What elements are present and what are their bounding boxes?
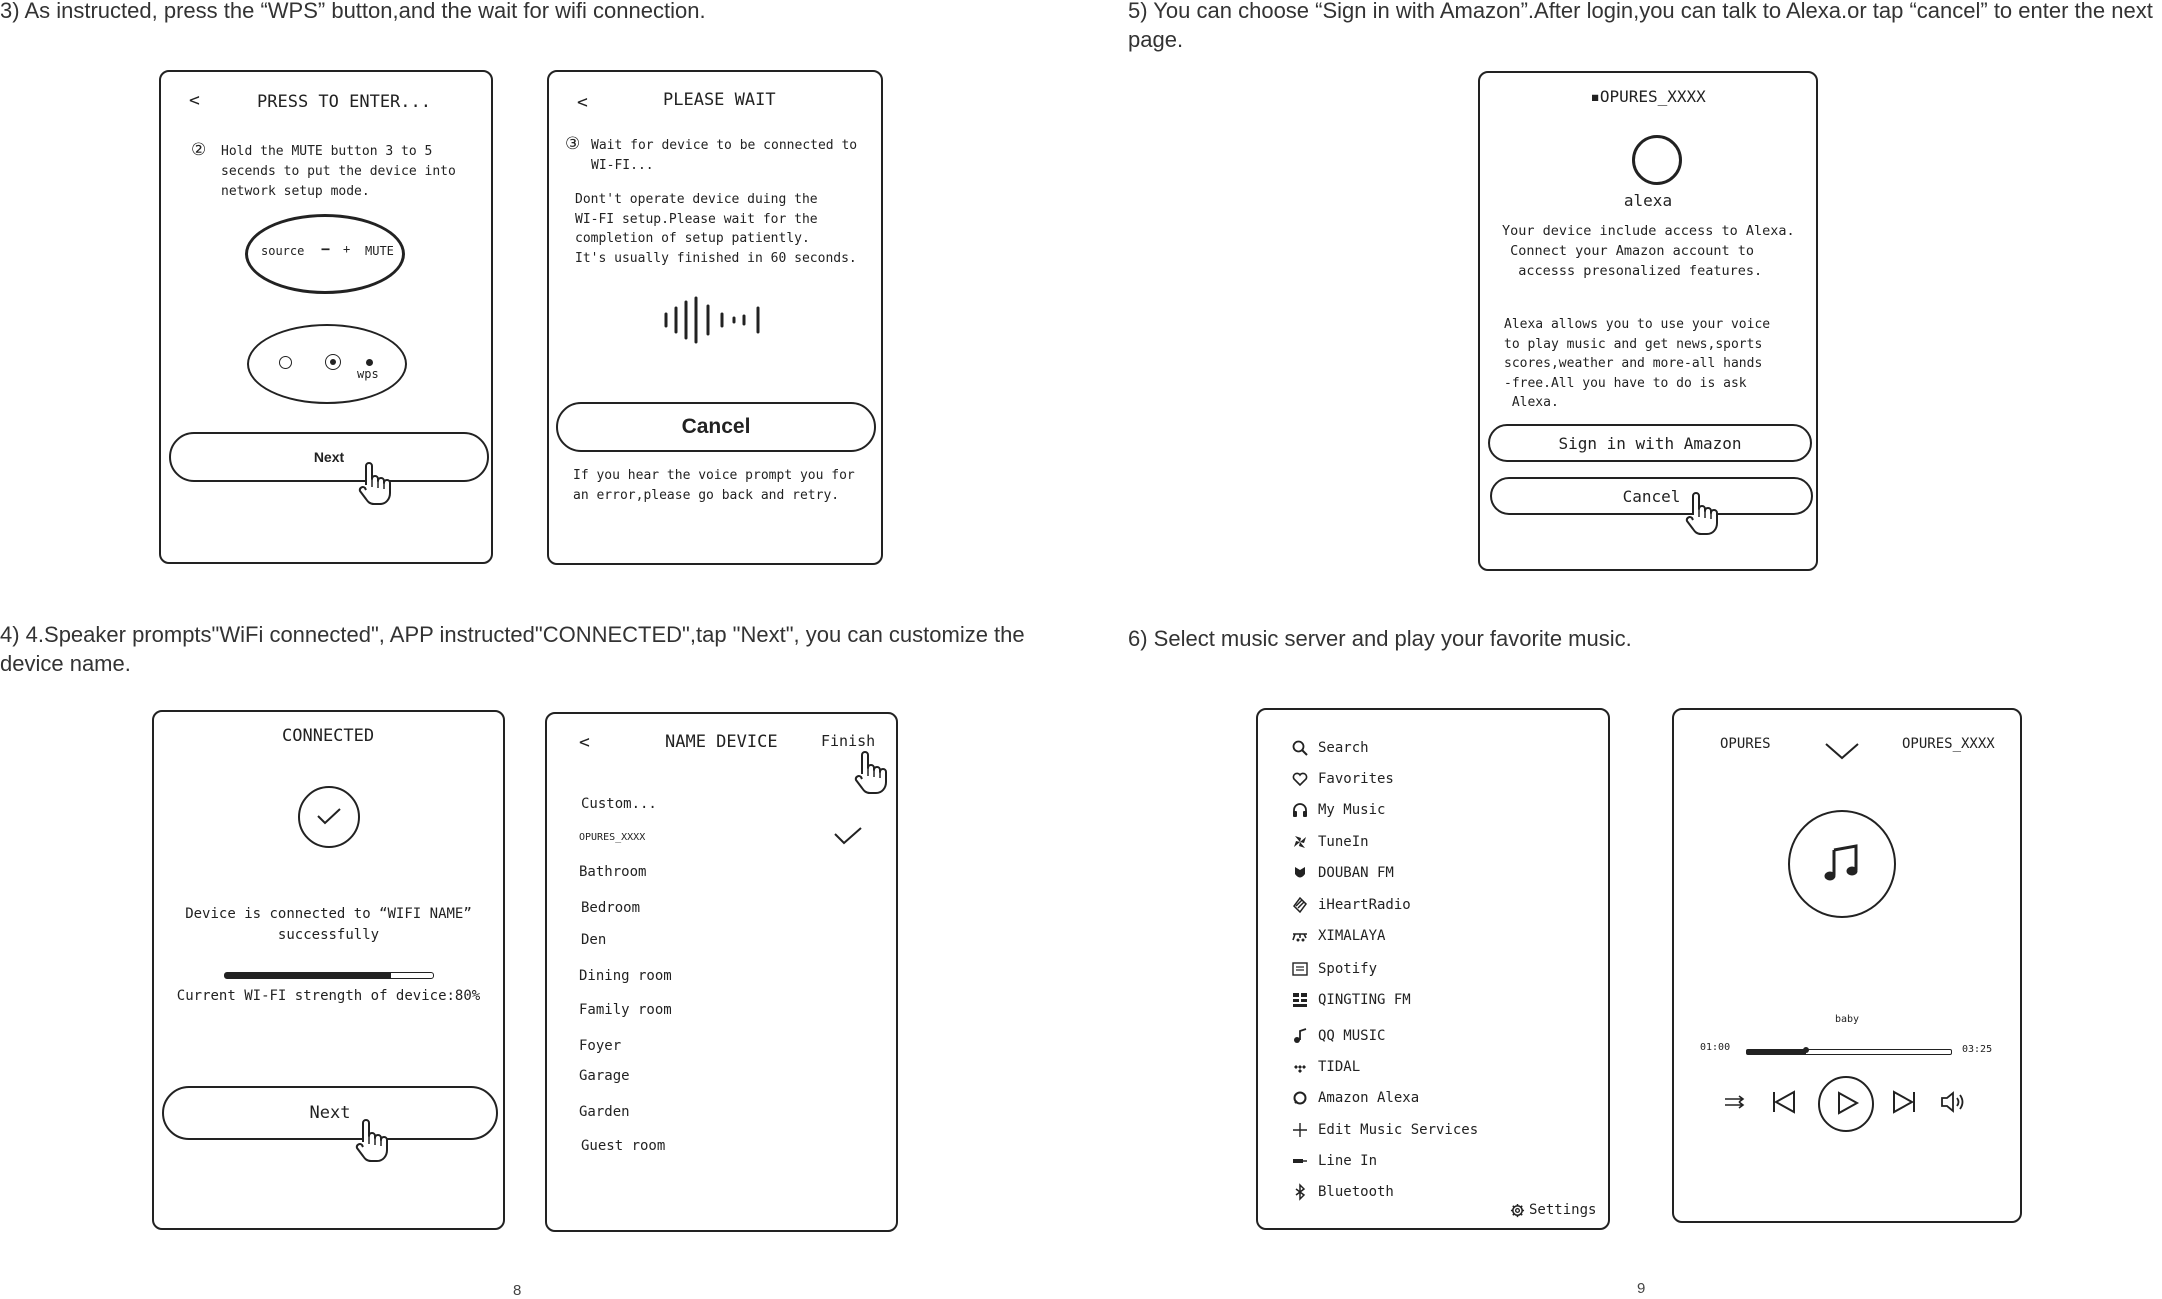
checkmark-circle-icon — [298, 786, 360, 848]
next-button[interactable] — [162, 1086, 498, 1140]
instruction-text: Hold the MUTE button 3 to 5 secends to put the device into network setup mode. — [221, 144, 456, 199]
chevron-down-icon[interactable] — [1824, 742, 1860, 760]
name-option[interactable]: Custom... — [581, 796, 657, 812]
back-button[interactable]: < — [579, 732, 590, 753]
next-button-label: Next — [309, 1103, 351, 1123]
service-label: Favorites — [1318, 771, 1394, 787]
signal-strength-fill — [225, 973, 391, 978]
heart-icon — [1292, 771, 1308, 787]
signal-strength-bar — [224, 972, 434, 979]
notice-text: Dont't operate device duing the WI-FI setup.Please wait for the completion of setup patiently. It's usually finished in 60 seconds. — [575, 192, 857, 266]
service-label: DOUBAN FM — [1318, 865, 1394, 881]
source-label: source — [261, 244, 305, 258]
play-button[interactable] — [1818, 1076, 1874, 1132]
iheartradio-icon — [1292, 897, 1308, 913]
name-option[interactable]: Dining room — [579, 968, 672, 984]
service-label: iHeartRadio — [1318, 897, 1411, 913]
shuffle-icon[interactable] — [1724, 1094, 1746, 1110]
service-label: Edit Music Services — [1318, 1122, 1479, 1138]
please-wait-screen — [547, 70, 883, 565]
service-item-douban-fm[interactable] — [1292, 865, 1394, 881]
service-item-my-music[interactable] — [1292, 802, 1385, 818]
service-label: Amazon Alexa — [1318, 1090, 1420, 1106]
service-item-spotify[interactable] — [1292, 961, 1377, 977]
volume-icon[interactable] — [1940, 1091, 1966, 1113]
led-indicator-icon — [279, 356, 292, 369]
next-button[interactable] — [169, 432, 489, 482]
service-label: My Music — [1318, 802, 1386, 818]
service-item-tunein[interactable] — [1292, 834, 1369, 850]
device-name: ▪OPURES_XXXX — [1590, 87, 1706, 106]
name-option[interactable]: Den — [581, 932, 607, 948]
name-option[interactable]: Foyer — [579, 1038, 622, 1054]
service-label: TIDAL — [1318, 1059, 1361, 1075]
alexa-logo-icon — [1632, 135, 1682, 185]
player-screen — [1672, 708, 2022, 1223]
service-label: Search — [1318, 740, 1369, 756]
service-item-qingting-fm[interactable] — [1292, 992, 1411, 1008]
press-to-enter-screen — [159, 70, 493, 564]
page-number-right: 9 — [1637, 1280, 1646, 1297]
description-text: Alexa allows you to use your voice to play music and get news,sports scores,weather and more-all hands -free.All you have to do is ask Alexa. — [1504, 317, 1771, 410]
footer-text: If you hear the voice prompt you for an error,please go back and retry. — [573, 468, 855, 503]
service-item-iheartradio[interactable] — [1292, 897, 1411, 913]
cancel-button[interactable] — [1490, 477, 1813, 515]
service-label: QINGTING FM — [1318, 992, 1411, 1008]
name-option[interactable]: Guest room — [581, 1138, 666, 1154]
wps-dot-icon — [366, 359, 373, 366]
name-option[interactable]: Garage — [579, 1068, 630, 1084]
service-label: Line In — [1318, 1153, 1378, 1169]
pointing-hand-icon — [1684, 491, 1722, 537]
elapsed-time: 01:00 — [1700, 1042, 1731, 1053]
device-label: OPURES_XXXX — [1902, 736, 1995, 752]
spotify-icon — [1292, 961, 1308, 977]
step3-heading: 3) As instructed, press the “WPS” button,and the wait for wifi connection. — [0, 0, 706, 23]
next-button-label: Next — [313, 449, 345, 465]
screen-title: PRESS TO ENTER... — [257, 92, 431, 112]
alexa-screen — [1478, 71, 1818, 571]
bluetooth-icon — [1292, 1184, 1308, 1200]
duration-time: 03:25 — [1962, 1044, 1993, 1055]
mute-label: MUTE — [365, 244, 394, 258]
minus-label: − — [321, 240, 331, 258]
service-label: Spotify — [1318, 961, 1378, 977]
intro-text: Your device include access to Alexa. Connect your Amazon account to accesss presonalized features. — [1502, 223, 1795, 279]
step-marker: ③ — [565, 134, 581, 154]
service-item-search[interactable] — [1292, 740, 1369, 756]
service-item-edit-music-services[interactable] — [1292, 1122, 1478, 1138]
finish-button[interactable]: Finish — [821, 732, 876, 750]
instruction-text: Wait for device to be connected to WI-FI... — [591, 138, 858, 173]
service-label: XIMALAYA — [1318, 928, 1386, 944]
power-button-icon — [325, 354, 341, 370]
pointing-hand-icon — [357, 461, 395, 507]
pointing-hand-icon — [354, 1118, 392, 1164]
plus-icon — [1292, 1122, 1308, 1138]
pointing-hand-icon — [853, 750, 891, 796]
progress-fill — [1747, 1050, 1806, 1054]
ximalaya-icon — [1292, 928, 1308, 944]
name-option[interactable]: Bathroom — [579, 864, 647, 880]
music-note-icon — [1824, 844, 1860, 884]
album-art — [1788, 810, 1896, 918]
music-services-screen — [1256, 708, 1610, 1230]
previous-icon[interactable] — [1772, 1091, 1796, 1113]
sign-in-with-amazon-button[interactable] — [1488, 424, 1812, 462]
cancel-button-label: Cancel — [681, 415, 751, 438]
qq-music-icon — [1292, 1028, 1308, 1044]
next-track-icon[interactable] — [1892, 1091, 1916, 1113]
plus-label: + — [343, 242, 351, 256]
service-item-qq-music[interactable] — [1292, 1028, 1385, 1044]
service-item-ximalaya[interactable] — [1292, 928, 1385, 944]
step5-heading-line2: page. — [1128, 27, 1184, 52]
connected-message: Device is connected to “WIFI NAME” successfully — [185, 906, 472, 943]
name-option[interactable]: Garden — [579, 1104, 630, 1120]
service-label: Bluetooth — [1318, 1184, 1394, 1200]
name-option-selected[interactable]: OPURES_XXXX — [579, 832, 646, 843]
search-icon — [1292, 740, 1308, 756]
check-icon — [833, 826, 863, 846]
progress-bar[interactable] — [1746, 1049, 1952, 1055]
service-label: QQ MUSIC — [1318, 1028, 1386, 1044]
service-item-line-in[interactable] — [1292, 1153, 1377, 1169]
service-item-amazon-alexa[interactable] — [1292, 1090, 1419, 1106]
line-in-icon — [1292, 1153, 1308, 1169]
source-label: OPURES — [1720, 736, 1771, 752]
qingting-icon — [1292, 992, 1308, 1008]
douban-icon — [1292, 865, 1308, 881]
screen-title: NAME DEVICE — [665, 732, 778, 752]
track-title: baby — [1834, 1014, 1860, 1025]
tidal-icon — [1292, 1059, 1308, 1075]
gear-icon — [1510, 1203, 1525, 1218]
sound-wave-icon — [664, 296, 774, 346]
settings-label: Settings — [1529, 1202, 1597, 1218]
wps-label: wps — [357, 367, 379, 381]
cancel-button-label: Cancel — [1622, 486, 1681, 506]
step4-heading-line2: device name. — [0, 651, 131, 676]
headphones-icon — [1292, 802, 1308, 818]
name-device-screen — [545, 712, 898, 1232]
service-item-bluetooth[interactable] — [1292, 1184, 1394, 1200]
step-marker: ② — [191, 140, 207, 160]
alexa-label: alexa — [1623, 191, 1673, 210]
cancel-button[interactable] — [556, 402, 876, 452]
page-number-left: 8 — [513, 1282, 522, 1299]
name-option[interactable]: Bedroom — [581, 900, 641, 916]
service-label: TuneIn — [1318, 834, 1369, 850]
step5-heading-line1: 5) You can choose “Sign in with Amazon”.After login,you can talk to Alexa.or tap “cancel” to enter the next — [1128, 0, 2153, 23]
progress-knob[interactable] — [1803, 1047, 1809, 1053]
alexa-icon — [1292, 1090, 1308, 1106]
service-item-tidal[interactable] — [1292, 1059, 1360, 1075]
screen-title: CONNECTED — [282, 726, 375, 746]
connected-screen — [152, 710, 505, 1230]
step6-heading: 6) Select music server and play your favorite music. — [1128, 626, 1632, 651]
service-item-favorites[interactable] — [1292, 771, 1394, 787]
screen-title: PLEASE WAIT — [663, 90, 776, 110]
tunein-icon — [1292, 834, 1308, 850]
settings-button[interactable] — [1510, 1202, 1596, 1218]
signal-strength-text: Current WI-FI strength of device:80% — [176, 988, 481, 1004]
sign-in-button-label: Sign in with Amazon — [1558, 433, 1742, 453]
back-button[interactable]: < — [189, 90, 200, 111]
name-option[interactable]: Family room — [579, 1002, 672, 1018]
step4-heading-line1: 4) 4.Speaker prompts"WiFi connected", APP instructed"CONNECTED",tap "Next", you can customize the — [0, 622, 1025, 647]
back-button[interactable]: < — [577, 92, 588, 113]
play-icon — [1837, 1091, 1859, 1115]
